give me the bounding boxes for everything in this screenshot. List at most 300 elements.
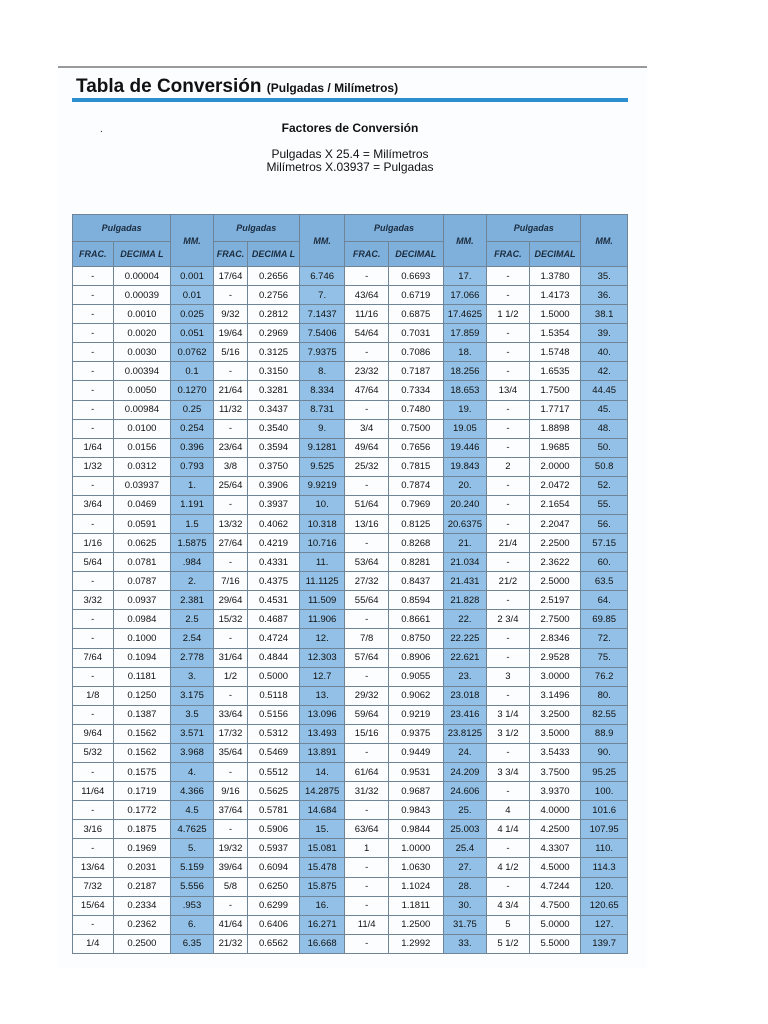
frac-cell: 61/64 (345, 763, 389, 782)
mm-cell: 4.7625 (171, 820, 214, 839)
page-title (76, 76, 398, 98)
frac-cell: - (73, 629, 114, 648)
mm-cell: 17.066 (443, 286, 487, 305)
decimal-cell: 1.0000 (388, 839, 443, 858)
decimal-cell: 0.5000 (248, 667, 300, 686)
frac-cell: - (73, 362, 114, 381)
decimal-cell: 0.4062 (248, 515, 300, 534)
decimal-cell: 3.7500 (529, 763, 581, 782)
decimal-cell: 2.8346 (529, 629, 581, 648)
mm-cell: 23.8125 (443, 724, 487, 743)
group-header-mm: MM. (443, 215, 487, 267)
frac-cell: - (73, 419, 114, 438)
frac-cell: 19/64 (213, 324, 247, 343)
frac-cell: - (487, 782, 530, 801)
frac-cell: - (487, 515, 530, 534)
frac-cell: 43/64 (345, 286, 389, 305)
frac-cell: - (487, 591, 530, 610)
table-row (73, 362, 628, 381)
mm-cell: 7.1437 (299, 305, 345, 324)
mm-cell: 11.1125 (299, 572, 345, 591)
sub-header-decimal: DECIMA L (248, 242, 300, 267)
mm-cell: 64. (581, 591, 628, 610)
mm-cell: 8.731 (299, 400, 345, 419)
decimal-cell: 0.1562 (113, 724, 171, 743)
decimal-cell: 0.2656 (248, 267, 300, 286)
group-header-pulgadas: Pulgadas (487, 215, 581, 242)
decimal-cell: 0.6875 (388, 305, 443, 324)
frac-cell: - (73, 343, 114, 362)
frac-cell: 25/32 (345, 457, 389, 476)
mm-cell: 12. (299, 629, 345, 648)
mm-cell: 0.051 (171, 324, 214, 343)
mm-cell: 0.254 (171, 419, 214, 438)
sub-header-decimal: DECIMAL (529, 242, 581, 267)
mm-cell: 0.25 (171, 400, 214, 419)
mm-cell: 12.303 (299, 648, 345, 667)
frac-cell: 11/32 (213, 400, 247, 419)
decimal-cell: 0.3125 (248, 343, 300, 362)
frac-cell: 9/32 (213, 305, 247, 324)
mm-cell: 23. (443, 667, 487, 686)
decimal-cell: 0.0469 (113, 495, 171, 514)
mm-cell: 114.3 (581, 858, 628, 877)
decimal-cell: 0.7815 (388, 457, 443, 476)
mm-cell: 107.95 (581, 820, 628, 839)
decimal-cell: 1.1024 (388, 877, 443, 896)
decimal-cell: 3.1496 (529, 686, 581, 705)
frac-cell: - (73, 267, 114, 286)
decimal-cell: 0.1250 (113, 686, 171, 705)
frac-cell: 21/64 (213, 381, 247, 400)
frac-cell: 21/4 (487, 534, 530, 553)
frac-cell: - (345, 343, 389, 362)
decimal-cell: 0.5781 (248, 801, 300, 820)
mm-cell: 2.5 (171, 610, 214, 629)
frac-cell: - (345, 801, 389, 820)
frac-cell: 17/32 (213, 724, 247, 743)
factors-heading: Factores de Conversión (281, 121, 419, 135)
mm-cell: 52. (581, 476, 628, 495)
table-row (73, 305, 628, 324)
mm-cell: 0.1 (171, 362, 214, 381)
mm-cell: 18.256 (443, 362, 487, 381)
decimal-cell: 0.9055 (388, 667, 443, 686)
mm-cell: 27. (443, 858, 487, 877)
frac-cell: - (73, 915, 114, 934)
decimal-cell: 0.5512 (248, 763, 300, 782)
decimal-cell: 3.5000 (529, 724, 581, 743)
mm-cell: 0.0762 (171, 343, 214, 362)
mm-cell: 14. (299, 763, 345, 782)
mm-cell: 0.01 (171, 286, 214, 305)
decimal-cell: 0.7187 (388, 362, 443, 381)
decimal-cell: 0.9375 (388, 724, 443, 743)
frac-cell: - (345, 896, 389, 915)
frac-cell: 21/2 (487, 572, 530, 591)
mm-cell: 2.381 (171, 591, 214, 610)
frac-cell: 5/64 (73, 553, 114, 572)
table-row (73, 648, 628, 667)
frac-cell: 27/32 (345, 572, 389, 591)
decimal-cell: 2.0472 (529, 476, 581, 495)
frac-cell: 1/8 (73, 686, 114, 705)
table-row (73, 724, 628, 743)
mm-cell: .984 (171, 553, 214, 572)
frac-cell: - (213, 419, 247, 438)
decimal-cell: 0.3150 (248, 362, 300, 381)
mm-cell: 12.7 (299, 667, 345, 686)
frac-cell: 23/32 (345, 362, 389, 381)
mm-cell: 16.271 (299, 915, 345, 934)
decimal-cell: 0.7031 (388, 324, 443, 343)
mm-cell: 5.159 (171, 858, 214, 877)
mm-cell: 39. (581, 324, 628, 343)
group-header-pulgadas: Pulgadas (213, 215, 299, 242)
mm-cell: 20.6375 (443, 515, 487, 534)
frac-cell: - (73, 572, 114, 591)
decimal-cell: 0.8661 (388, 610, 443, 629)
frac-cell: 29/32 (345, 686, 389, 705)
mm-cell: 28. (443, 877, 487, 896)
mm-cell: 22. (443, 610, 487, 629)
table-row (73, 858, 628, 877)
table-row (73, 476, 628, 495)
decimal-cell: 0.0787 (113, 572, 171, 591)
frac-cell: - (213, 362, 247, 381)
decimal-cell: 3.5433 (529, 743, 581, 762)
table-row (73, 381, 628, 400)
frac-cell: - (73, 705, 114, 724)
mm-cell: 4. (171, 763, 214, 782)
mm-cell: 35. (581, 267, 628, 286)
mm-cell: 15. (299, 820, 345, 839)
frac-cell: - (487, 743, 530, 762)
group-header-pulgadas: Pulgadas (345, 215, 443, 242)
table-row (73, 400, 628, 419)
frac-cell: 3/16 (73, 820, 114, 839)
frac-cell: 15/32 (213, 610, 247, 629)
mm-cell: 139.7 (581, 934, 628, 953)
frac-cell: - (73, 324, 114, 343)
mm-cell: 22.225 (443, 629, 487, 648)
frac-cell: - (487, 495, 530, 514)
decimal-cell: 0.1772 (113, 801, 171, 820)
decimal-cell: 0.1719 (113, 782, 171, 801)
mm-cell: 30. (443, 896, 487, 915)
decimal-cell: 0.4331 (248, 553, 300, 572)
mm-cell: 69.85 (581, 610, 628, 629)
decimal-cell: 0.6719 (388, 286, 443, 305)
mm-cell: 8. (299, 362, 345, 381)
decimal-cell: 0.3906 (248, 476, 300, 495)
decimal-cell: 0.03937 (113, 476, 171, 495)
mm-cell: 2.778 (171, 648, 214, 667)
frac-cell: - (487, 553, 530, 572)
frac-cell: 15/64 (73, 896, 114, 915)
decimal-cell: 0.8268 (388, 534, 443, 553)
decimal-cell: 0.1562 (113, 743, 171, 762)
decimal-cell: 2.2500 (529, 534, 581, 553)
frac-cell: - (487, 877, 530, 896)
mm-cell: 24.606 (443, 782, 487, 801)
table-row (73, 782, 628, 801)
frac-cell: 7/64 (73, 648, 114, 667)
mm-cell: 90. (581, 743, 628, 762)
table-row (73, 324, 628, 343)
frac-cell: 3 1/4 (487, 705, 530, 724)
frac-cell: - (213, 686, 247, 705)
decimal-cell: 0.9449 (388, 743, 443, 762)
frac-cell: 37/64 (213, 801, 247, 820)
mm-cell: 4.5 (171, 801, 214, 820)
mm-cell: 21.034 (443, 553, 487, 572)
mm-cell: 14.684 (299, 801, 345, 820)
frac-cell: 21/32 (213, 934, 247, 953)
mm-cell: 6.746 (299, 267, 345, 286)
table-row (73, 743, 628, 762)
frac-cell: 27/64 (213, 534, 247, 553)
mm-cell: 0.025 (171, 305, 214, 324)
decimal-cell: 0.0010 (113, 305, 171, 324)
decimal-cell: 0.8281 (388, 553, 443, 572)
decimal-cell: 0.9219 (388, 705, 443, 724)
sub-header-frac: FRAC. (345, 242, 389, 267)
decimal-cell: 0.3281 (248, 381, 300, 400)
decimal-cell: 4.0000 (529, 801, 581, 820)
frac-cell: - (487, 400, 530, 419)
decimal-cell: 0.8750 (388, 629, 443, 648)
frac-cell: 1/4 (73, 934, 114, 953)
mm-cell: 19.05 (443, 419, 487, 438)
frac-cell: 23/64 (213, 438, 247, 457)
decimal-cell: 0.1094 (113, 648, 171, 667)
decimal-cell: 0.3540 (248, 419, 300, 438)
frac-cell: - (73, 667, 114, 686)
decimal-cell: 2.0000 (529, 457, 581, 476)
frac-cell: 1/64 (73, 438, 114, 457)
frac-cell: 1/16 (73, 534, 114, 553)
frac-cell: - (213, 820, 247, 839)
mm-cell: 21.431 (443, 572, 487, 591)
mm-cell: 0.396 (171, 438, 214, 457)
decimal-cell: 0.5625 (248, 782, 300, 801)
frac-cell: - (213, 495, 247, 514)
frac-cell: - (487, 438, 530, 457)
decimal-cell: 1.4173 (529, 286, 581, 305)
frac-cell: 29/64 (213, 591, 247, 610)
mm-cell: 19.446 (443, 438, 487, 457)
mm-cell: 9.1281 (299, 438, 345, 457)
mm-cell: 15.875 (299, 877, 345, 896)
group-header-row (73, 215, 628, 242)
table-row (73, 705, 628, 724)
mm-cell: 45. (581, 400, 628, 419)
frac-cell: - (213, 896, 247, 915)
decimal-cell: 0.2500 (113, 934, 171, 953)
mm-cell: 127. (581, 915, 628, 934)
decimal-cell: 0.6094 (248, 858, 300, 877)
frac-cell: 15/16 (345, 724, 389, 743)
decimal-cell: 0.0937 (113, 591, 171, 610)
frac-cell: - (487, 629, 530, 648)
table-row (73, 515, 628, 534)
decimal-cell: 0.9531 (388, 763, 443, 782)
table-row (73, 629, 628, 648)
frac-cell: 1 1/2 (487, 305, 530, 324)
frac-cell: 1/32 (73, 457, 114, 476)
table-row (73, 934, 628, 953)
group-header-mm: MM. (171, 215, 214, 267)
decimal-cell: 0.8594 (388, 591, 443, 610)
mm-cell: 1.5875 (171, 534, 214, 553)
mm-cell: 1.5 (171, 515, 214, 534)
mm-cell: 31.75 (443, 915, 487, 934)
frac-cell: 4 (487, 801, 530, 820)
frac-cell: - (345, 476, 389, 495)
mm-cell: 15.478 (299, 858, 345, 877)
mm-cell: 7.9375 (299, 343, 345, 362)
stray-dot: . (100, 124, 103, 135)
decimal-cell: 0.8906 (388, 648, 443, 667)
table-row (73, 419, 628, 438)
table-row (73, 286, 628, 305)
decimal-cell: 0.1875 (113, 820, 171, 839)
frac-cell: 55/64 (345, 591, 389, 610)
decimal-cell: 4.2500 (529, 820, 581, 839)
decimal-cell: 4.7500 (529, 896, 581, 915)
mm-cell: 57.15 (581, 534, 628, 553)
mm-cell: 10. (299, 495, 345, 514)
frac-cell: - (345, 610, 389, 629)
mm-cell: 4.366 (171, 782, 214, 801)
decimal-cell: 2.3622 (529, 553, 581, 572)
decimal-cell: 1.0630 (388, 858, 443, 877)
table-row (73, 572, 628, 591)
mm-cell: 3.5 (171, 705, 214, 724)
decimal-cell: 0.5156 (248, 705, 300, 724)
mm-cell: 13.891 (299, 743, 345, 762)
decimal-cell: 0.0100 (113, 419, 171, 438)
decimal-cell: 0.4531 (248, 591, 300, 610)
frac-cell: - (73, 381, 114, 400)
table-row (73, 915, 628, 934)
mm-cell: 3.968 (171, 743, 214, 762)
frac-cell: 3 3/4 (487, 763, 530, 782)
decimal-cell: 3.9370 (529, 782, 581, 801)
decimal-cell: 0.8437 (388, 572, 443, 591)
decimal-cell: 1.5748 (529, 343, 581, 362)
mm-cell: 56. (581, 515, 628, 534)
mm-cell: 9. (299, 419, 345, 438)
frac-cell: - (487, 267, 530, 286)
decimal-cell: 2.9528 (529, 648, 581, 667)
decimal-cell: 0.7334 (388, 381, 443, 400)
decimal-cell: 0.3437 (248, 400, 300, 419)
frac-cell: 11/4 (345, 915, 389, 934)
decimal-cell: 0.1181 (113, 667, 171, 686)
decimal-cell: 1.6535 (529, 362, 581, 381)
mm-cell: 101.6 (581, 801, 628, 820)
table-row (73, 896, 628, 915)
decimal-cell: 0.00039 (113, 286, 171, 305)
frac-cell: 2 3/4 (487, 610, 530, 629)
decimal-cell: 0.0625 (113, 534, 171, 553)
decimal-cell: 0.00394 (113, 362, 171, 381)
decimal-cell: 0.3750 (248, 457, 300, 476)
mm-cell: 16. (299, 896, 345, 915)
frac-cell: - (213, 553, 247, 572)
frac-cell: 11/64 (73, 782, 114, 801)
mm-cell: 120. (581, 877, 628, 896)
frac-cell: 3/32 (73, 591, 114, 610)
frac-cell: 17/64 (213, 267, 247, 286)
frac-cell: 11/16 (345, 305, 389, 324)
frac-cell: 31/32 (345, 782, 389, 801)
decimal-cell: 0.00984 (113, 400, 171, 419)
frac-cell: - (213, 763, 247, 782)
decimal-cell: 0.7969 (388, 495, 443, 514)
frac-cell: - (487, 286, 530, 305)
mm-cell: 6. (171, 915, 214, 934)
frac-cell: 49/64 (345, 438, 389, 457)
sub-header-frac: FRAC. (487, 242, 530, 267)
mm-cell: 2.54 (171, 629, 214, 648)
decimal-cell: 0.5906 (248, 820, 300, 839)
frac-cell: - (487, 343, 530, 362)
frac-cell: 63/64 (345, 820, 389, 839)
mm-cell: 50.8 (581, 457, 628, 476)
frac-cell: 13/64 (73, 858, 114, 877)
decimal-cell: 1.2992 (388, 934, 443, 953)
mm-cell: 19.843 (443, 457, 487, 476)
frac-cell: - (345, 400, 389, 419)
decimal-cell: 0.0020 (113, 324, 171, 343)
table-row (73, 343, 628, 362)
top-rule (58, 66, 647, 68)
mm-cell: 18. (443, 343, 487, 362)
mm-cell: 24. (443, 743, 487, 762)
decimal-cell: 0.2362 (113, 915, 171, 934)
mm-cell: 76.2 (581, 667, 628, 686)
decimal-cell: 2.2047 (529, 515, 581, 534)
mm-cell: 95.25 (581, 763, 628, 782)
conversion-table (72, 214, 628, 954)
frac-cell: - (73, 763, 114, 782)
decimal-cell: 0.00004 (113, 267, 171, 286)
frac-cell: - (73, 515, 114, 534)
decimal-cell: 1.5000 (529, 305, 581, 324)
frac-cell: - (73, 801, 114, 820)
decimal-cell: 0.1969 (113, 839, 171, 858)
frac-cell: 5 (487, 915, 530, 934)
decimal-cell: 0.2756 (248, 286, 300, 305)
group-header-mm: MM. (581, 215, 628, 267)
decimal-cell: 1.7500 (529, 381, 581, 400)
mm-cell: 0.793 (171, 457, 214, 476)
frac-cell: - (487, 686, 530, 705)
mm-cell: 9.9219 (299, 476, 345, 495)
decimal-cell: 0.1000 (113, 629, 171, 648)
sub-header-frac: FRAC. (213, 242, 247, 267)
frac-cell: - (345, 858, 389, 877)
table-row (73, 267, 628, 286)
mm-cell: 50. (581, 438, 628, 457)
mm-cell: 82.55 (581, 705, 628, 724)
decimal-cell: 0.7656 (388, 438, 443, 457)
frac-cell: 1/2 (213, 667, 247, 686)
mm-cell: 100. (581, 782, 628, 801)
